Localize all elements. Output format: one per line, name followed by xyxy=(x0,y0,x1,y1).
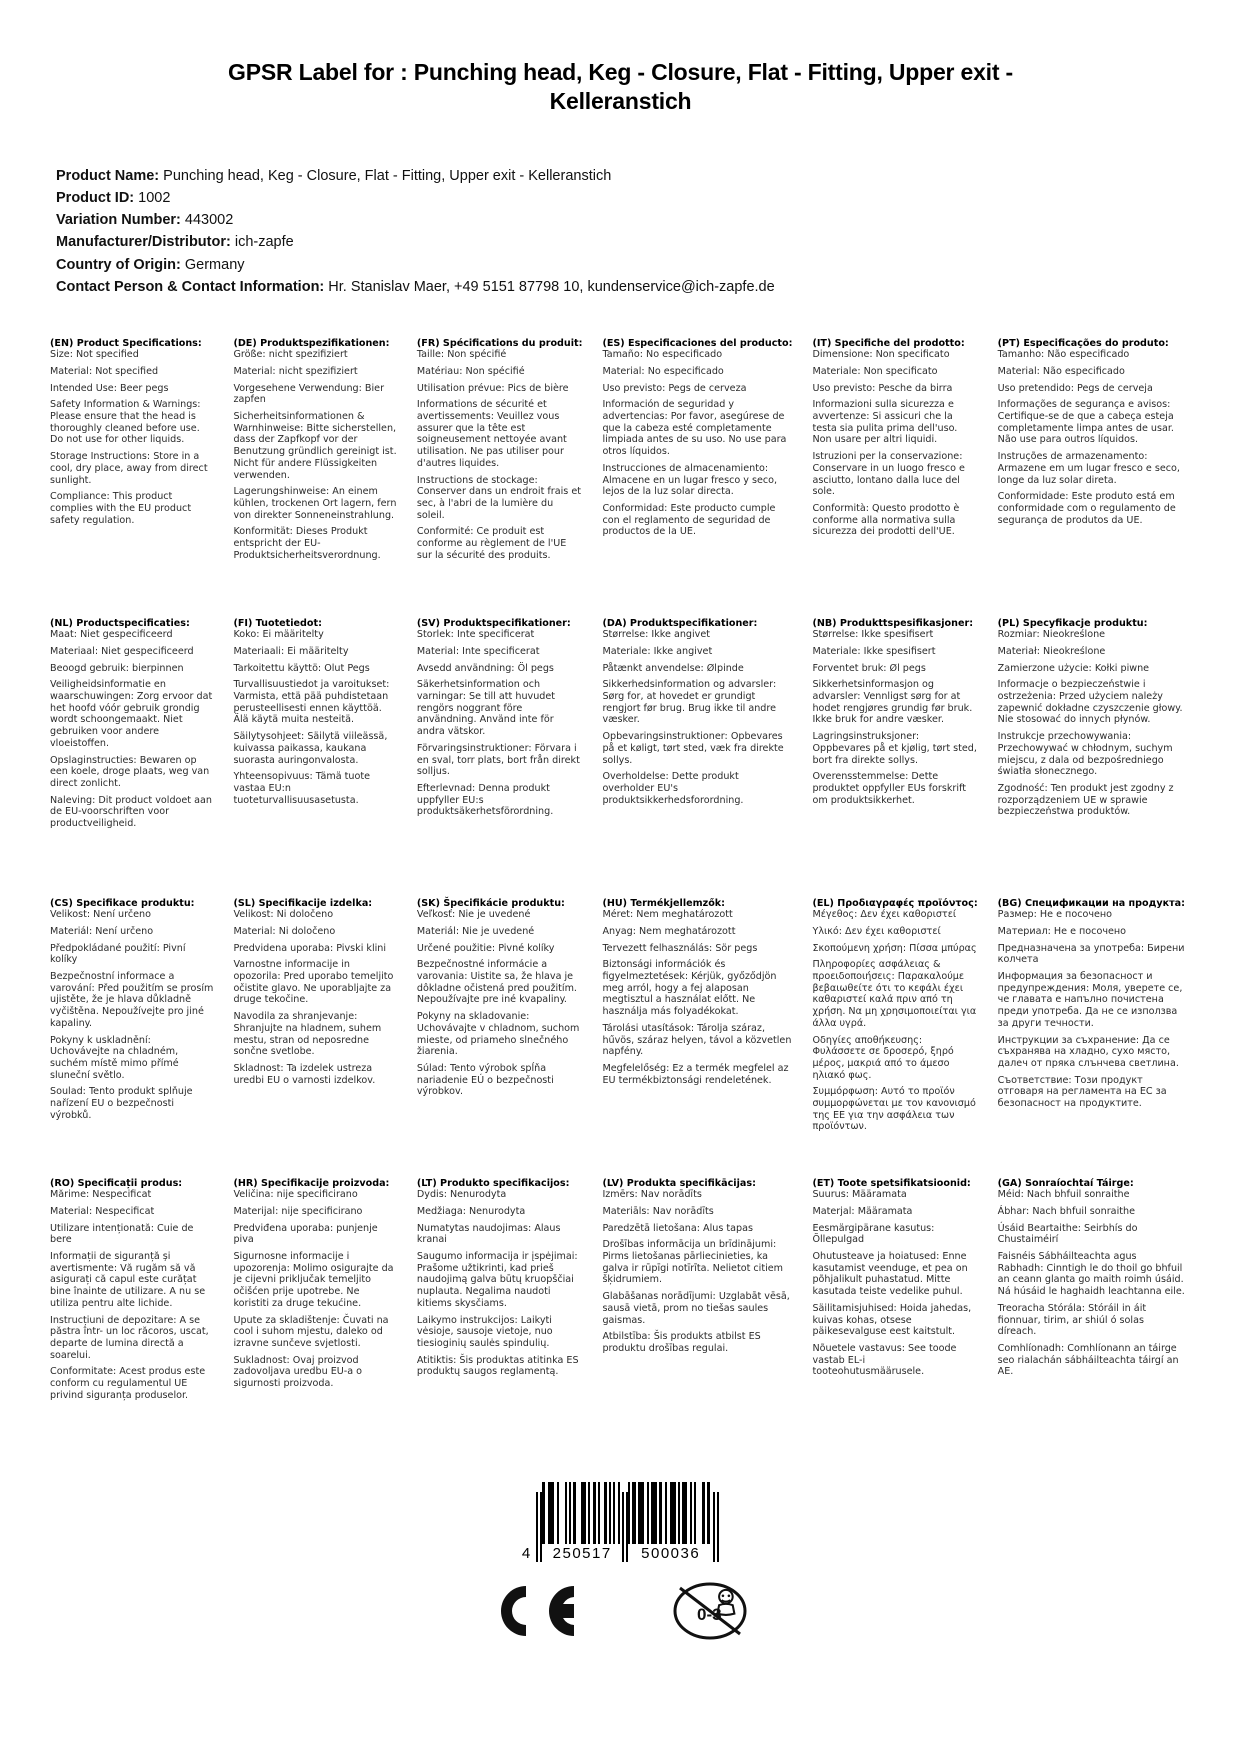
language-spec-line: Materiale: Ikke spesifisert xyxy=(812,645,936,657)
language-spec-line: Koko: Ei määritelty xyxy=(233,629,324,641)
barcode-right-digits: 500036 xyxy=(641,1544,701,1562)
language-heading: (HU) Termékjellemzők: xyxy=(602,897,726,909)
language-spec-line: Ábhar: Nach bhfuil sonraithe xyxy=(997,1205,1135,1217)
language-spec-line: Conformitate: Acest produs este conform cu regulamentul UE privind siguranța produselor. xyxy=(50,1366,206,1401)
language-spec-line: Předpokládané použití: Pivní kolíky xyxy=(50,942,186,966)
language-spec-line: Treoracha Stórála: Stóráil in áit fionnuar, tirim, ar shiúl ó solas díreach. xyxy=(997,1302,1147,1338)
language-spec-line: Informații de siguranță și avertismente: Vă rugăm să vă asigurați că capul este curățat bine înainte de utilizare. A nu se utiliza pentru alte lichide. xyxy=(50,1251,206,1309)
language-spec-line: Atitiktis: Šis produktas atitinka ES produktų saugos reglamentą. xyxy=(416,1354,579,1378)
language-spec-line: Utilisation prévue: Pics de bière xyxy=(416,382,569,394)
language-spec-line: Størrelse: Ikke spesifisert xyxy=(812,629,934,641)
language-spec-line: Informacje o bezpieczeństwie i ostrzeżenia: Przed użyciem należy zapewnić dokładne czyszczenie głowy. Nie stosować do innych płynów. xyxy=(997,679,1183,726)
language-spec-line: Säilytysohjeet: Säilytä viileässä, kuivassa paikassa, kaukana suorasta auringonvalosta. xyxy=(233,731,388,766)
meta-label: Product ID: xyxy=(56,190,135,207)
language-spec-line: Navodila za shranjevanje: Shranjujte na hladnem, suhem mestu, stran od neposredne sončne svetlobe. xyxy=(233,1011,382,1058)
language-spec-line: Размер: Не е посочено xyxy=(997,909,1113,921)
language-heading: (DE) Produktspezifikationen: xyxy=(233,337,390,349)
language-spec-line: Opbevaringsinstruktioner: Opbevares på et køligt, tørt sted, væk fra direkte sollys. xyxy=(602,731,784,766)
language-heading: (ET) Toote spetsifikatsioonid: xyxy=(812,1177,971,1189)
language-heading: (HR) Specifikacije proizvoda: xyxy=(233,1177,390,1189)
meta-value: ich-zapfe xyxy=(234,234,294,251)
language-spec-line: Tervezett felhasználás: Sör pegs xyxy=(602,942,758,954)
language-spec-line: Μέγεθος: Δεν έχει καθοριστεί xyxy=(812,909,957,921)
language-heading: (BG) Спецификации на продукта: xyxy=(997,897,1185,909)
language-cell xyxy=(50,1178,219,1458)
meta-value: Hr. Stanislav Maer, +49 5151 87798 10, kundenservice@ich-zapfe.de xyxy=(328,278,775,295)
language-heading: (DA) Produktspecifikationer: xyxy=(602,617,758,629)
language-spec-line: Material: nicht spezifiziert xyxy=(233,365,358,377)
language-cell xyxy=(602,898,798,1178)
meta-row-variation-number xyxy=(56,209,1191,231)
language-spec-line: Tamaño: No especificado xyxy=(602,349,723,361)
language-spec-line: Информация за безопасност и предупреждения: Моля, уверете се, че главата е напълно почистена преди употреба. Да не се използва за други течности. xyxy=(997,971,1183,1029)
language-cell xyxy=(998,1178,1191,1458)
meta-row-contact xyxy=(56,276,1191,298)
language-spec-line: Compliance: This product complies with the EU product safety regulation. xyxy=(50,491,192,526)
language-heading: (FR) Spécifications du produit: xyxy=(416,337,583,349)
language-spec-line: Uso pretendido: Pegs de cerveja xyxy=(997,382,1153,394)
meta-label: Product Name: xyxy=(56,167,160,184)
language-spec-line: Veličina: nije specificirano xyxy=(233,1189,358,1201)
language-spec-line: Veľkosť: Nie je uvedené xyxy=(416,909,531,921)
language-spec-line: Taille: Non spécifié xyxy=(416,349,507,361)
language-heading: (PL) Specyfikacje produktu: xyxy=(997,617,1148,629)
language-spec-line: Størrelse: Ikke angivet xyxy=(602,629,711,641)
language-heading: (RO) Specificații produs: xyxy=(50,1177,183,1189)
page-title: GPSR Label for : Punching head, Keg - Closure, Flat - Fitting, Upper exit - Kelleranstich xyxy=(228,59,1013,115)
language-cell xyxy=(812,898,983,1178)
language-spec-line: Opslaginstructies: Bewaren op een koele, droge plaats, weg van direct zonlicht. xyxy=(50,754,210,789)
language-spec-line: Material: Inte specificerat xyxy=(416,645,540,657)
language-spec-line: Инструкции за съхранение: Да се съхранява на хладно, сухо място, далеч от пряка слънчева светлина. xyxy=(997,1034,1179,1069)
language-spec-line: Informações de segurança e avisos: Certifique-se de que a cabeça esteja completamente limpa antes de usar. Não use para outros líquidos. xyxy=(997,399,1174,446)
language-spec-line: Materjal: Määramata xyxy=(812,1205,913,1217)
meta-row-product-id xyxy=(56,187,1191,209)
language-spec-line: Instrucțiuni de depozitare: A se păstra într- un loc răcoros, uscat, departe de lumina directă a soarelui. xyxy=(50,1314,209,1361)
language-spec-line: Bezpečnostné informácie a varovania: Uistite sa, že hlava je dôkladne očistená pred použitím. Nepoužívajte pre iné kvapaliny. xyxy=(416,959,577,1006)
language-heading: (LV) Produkta specifikācijas: xyxy=(602,1177,756,1189)
barcode-right-group xyxy=(628,1482,713,1562)
language-heading: (ES) Especificaciones del producto: xyxy=(602,337,793,349)
language-spec-line: Instrukcje przechowywania: Przechowywać w chłodnym, suchym miejscu, z dala od bezpośredniego światła słonecznego. xyxy=(997,731,1173,778)
barcode-bars-right xyxy=(628,1482,713,1544)
language-spec-line: Predviđena uporaba: punjenje piva xyxy=(233,1222,378,1246)
language-spec-line: Lagerungshinweise: An einem kühlen, trockenen Ort lagern, fern von direkter Sonneneinstrahlung. xyxy=(233,486,397,521)
language-cell xyxy=(998,338,1191,618)
language-spec-line: Información de seguridad y advertencias: Por favor, asegúrese de que la cabeza esté completamente limpiada antes de su uso. No use para otros líquidos. xyxy=(602,399,787,458)
language-spec-line: Mărime: Nespecificat xyxy=(50,1189,152,1201)
language-spec-line: Konformität: Dieses Produkt entspricht der EU-Produktsicherheitsverordnung. xyxy=(233,526,381,561)
language-spec-line: Σκοπούμενη χρήση: Πίσσα μπύρας xyxy=(812,942,977,954)
language-spec-line: Material: Nespecificat xyxy=(50,1205,155,1217)
language-spec-line: Storage Instructions: Store in a cool, dry place, away from direct sunlight. xyxy=(50,451,208,486)
language-spec-line: Súlad: Tento výrobok spĺňa nariadenie EÚ o bezpečnosti výrobkov. xyxy=(416,1062,554,1098)
language-spec-line: Υλικό: Δεν έχει καθοριστεί xyxy=(812,925,941,937)
language-spec-line: Safety Information & Warnings: Please ensure that the head is thoroughly cleaned before use. Do not use for other liquids. xyxy=(50,399,201,446)
language-spec-line: Biztonsági információk és figyelmeztetések: Kérjük, győződjön meg arról, hogy a fej alaposan megtisztul a használat előtt. Ne használja más folyadékokat. xyxy=(602,959,777,1018)
language-spec-line: Säilitamisjuhised: Hoida jahedas, kuivas kohas, otsese päikesevalguse eest kaitstult. xyxy=(812,1302,972,1338)
language-spec-line: Förvaringsinstruktioner: Förvara i en sval, torr plats, bort från direkt solljus. xyxy=(416,742,580,778)
language-spec-line: Dydis: Nenurodyta xyxy=(416,1189,507,1201)
language-spec-line: Tárolási utasítások: Tárolja száraz, hűvös, száraz helyen, távol a közvetlen napfény. xyxy=(602,1022,792,1058)
language-spec-line: Forventet bruk: Øl pegs xyxy=(812,662,926,674)
meta-value: 1002 xyxy=(138,190,171,207)
meta-label: Country of Origin: xyxy=(56,256,181,273)
language-cell xyxy=(233,338,402,618)
language-spec-line: Instrucciones de almacenamiento: Almacene en un lugar fresco y seco, lejos de la luz solar directa. xyxy=(602,462,778,498)
language-spec-line: Ohutusteave ja hoiatused: Enne kasutamist veenduge, et pea on põhjalikult puhastatud. Mitte kasutada teiste vedelike puhul. xyxy=(812,1251,968,1298)
language-heading: (SV) Produktspecifikationer: xyxy=(416,617,571,629)
language-spec-line: Méret: Nem meghatározott xyxy=(602,909,733,921)
language-spec-line: Istruzioni per la conservazione: Conservare in un luogo fresco e asciutto, lontano dalla luce del sole. xyxy=(812,451,965,498)
language-cell xyxy=(50,618,219,898)
language-spec-line: Materiaali: Ei määritelty xyxy=(233,645,349,657)
product-meta-block xyxy=(56,165,1191,298)
language-spec-line: Materiaal: Niet gespecificeerd xyxy=(50,645,194,657)
meta-label: Manufacturer/Distributor: xyxy=(56,234,231,251)
language-cell xyxy=(233,618,402,898)
language-spec-line: Velikost: Ni določeno xyxy=(233,909,334,921)
language-spec-line: Glabāšanas norādījumi: Uzglabāt vēsā, sausā vietā, prom no tiešas saules gaismas. xyxy=(602,1291,790,1326)
language-heading: (NL) Productspecificaties: xyxy=(50,617,190,629)
age-range-label: 0-3 xyxy=(696,1604,722,1624)
language-heading: (EN) Product Specifications: xyxy=(50,337,202,349)
language-spec-line: Съответствие: Този продукт отговаря на регламента на ЕС за безопасност на продуктите. xyxy=(997,1074,1167,1110)
language-cell xyxy=(50,898,219,1178)
language-spec-line: Určené použitie: Pivné kolíky xyxy=(416,942,555,954)
language-cell xyxy=(233,1178,402,1458)
language-spec-line: Pokyny na skladovanie: Uchovávajte v chladnom, suchom mieste, od priameho slnečného žiarenia. xyxy=(416,1011,580,1058)
language-spec-line: Lagringsinstruksjoner: Oppbevares på et kjølig, tørt sted, bort fra direkte sollys. xyxy=(812,731,977,766)
language-cell xyxy=(602,618,798,898)
language-spec-line: Velikost: Není určeno xyxy=(50,909,151,921)
language-cell xyxy=(998,618,1191,898)
language-spec-line: Material: Não especificado xyxy=(997,365,1125,377)
language-heading: (PT) Especificações do produto: xyxy=(997,337,1169,349)
meta-row-country-of-origin xyxy=(56,254,1191,276)
language-spec-line: Materiál: Není určeno xyxy=(50,925,154,937)
language-spec-line: Izmērs: Nav norādīts xyxy=(602,1189,702,1201)
language-spec-line: Eesmärgipärane kasutus: Õllepulgad xyxy=(812,1222,935,1246)
language-spec-line: Sikkerhedsinformation og advarsler: Sørg for, at hovedet er grundigt rengjort før brug. Brug ikke til andre væsker. xyxy=(602,679,777,726)
language-spec-line: Varnostne informacije in opozorila: Pred uporabo temeljito očistite glavo. Ne uporabljajte za druge tekočine. xyxy=(233,959,394,1006)
language-spec-line: Tarkoitettu käyttö: Olut Pegs xyxy=(233,662,370,674)
language-cell xyxy=(233,898,402,1178)
age-warning-0-3-icon xyxy=(664,1580,756,1642)
language-spec-line: Medžiaga: Nenurodyta xyxy=(416,1205,526,1217)
language-heading: (SL) Specifikacije izdelka: xyxy=(233,897,373,909)
language-cell xyxy=(812,338,983,618)
language-spec-line: Conformidad: Este producto cumple con el reglamento de seguridad de productos de la UE. xyxy=(602,502,776,538)
language-spec-line: Paredzētā lietošana: Alus tapas xyxy=(602,1222,753,1234)
language-specifications-grid xyxy=(50,338,1191,1458)
language-cell xyxy=(417,338,589,618)
language-spec-line: Zgodność: Ten produkt jest zgodny z rozporządzeniem UE w sprawie bezpieczeństwa produktów. xyxy=(997,782,1174,818)
language-spec-line: Saugumo informacija ir įspėjimai: Prašome užtikrinti, kad prieš naudojimą galva būtų kruopščiai nuplauta. Negalima naudoti kitiems skysčiams. xyxy=(416,1251,578,1309)
language-spec-line: Dimensione: Non specificato xyxy=(812,349,950,361)
language-spec-line: Atbilstība: Šis produkts atbilst ES produktu drošības regulai. xyxy=(602,1331,761,1354)
language-cell xyxy=(998,898,1191,1178)
barcode-bars-left xyxy=(542,1482,622,1544)
language-spec-line: Materijal: nije specificirano xyxy=(233,1205,363,1217)
language-heading: (FI) Tuotetiedot: xyxy=(233,617,322,629)
meta-value: Punching head, Keg - Closure, Flat - Fitting, Upper exit - Kelleranstich xyxy=(163,167,612,184)
language-spec-line: Overensstemmelse: Dette produktet oppfyller EUs forskrift om produktsikkerhet. xyxy=(812,771,966,806)
language-heading: (LT) Produkto specifikacijos: xyxy=(416,1177,570,1189)
language-spec-line: Предназначена за употреба: Бирени колчета xyxy=(997,942,1185,966)
language-spec-line: Numatytas naudojimas: Alaus kranai xyxy=(416,1222,561,1246)
language-spec-line: Avsedd användning: Öl pegs xyxy=(416,662,554,674)
language-spec-line: Material: No especificado xyxy=(602,365,724,377)
language-spec-line: Materiał: Nieokreślone xyxy=(997,645,1106,657)
language-cell xyxy=(812,618,983,898)
language-spec-line: Material: Ni določeno xyxy=(233,925,336,937)
ean13-barcode xyxy=(522,1484,719,1562)
language-cell xyxy=(602,338,798,618)
language-heading: (SK) Špecifikácie produktu: xyxy=(416,897,565,909)
language-spec-line: Uso previsto: Pegs de cerveza xyxy=(602,382,747,394)
language-cell xyxy=(417,618,589,898)
ce-marking-icon xyxy=(486,1580,578,1642)
language-spec-line: Sigurnosne informacije i upozorenja: Molimo osigurajte da je cijevni priključak temeljito očišćen prije upotrebe. Ne koristiti za druge tekućine. xyxy=(233,1251,394,1309)
language-spec-line: Vorgesehene Verwendung: Bier zapfen xyxy=(233,382,385,406)
language-spec-line: Méid: Nach bhfuil sonraithe xyxy=(997,1189,1130,1201)
language-spec-line: Conformité: Ce produit est conforme au règlement de l'UE sur la sécurité des produits. xyxy=(416,526,567,561)
language-spec-line: Matériau: Non spécifié xyxy=(416,365,525,377)
language-heading: (IT) Specifiche del prodotto: xyxy=(812,337,965,349)
language-spec-line: Sicherheitsinformationen & Warnhinweise: Bitte sicherstellen, dass der Zapfkopf vor der Benutzung gründlich gereinigt ist. Nicht für andere Flüssigkeiten verwenden. xyxy=(233,411,397,481)
language-cell xyxy=(812,1178,983,1458)
language-spec-line: Sikkerhetsinformasjon og advarsler: Vennligst sørg for at hodet rengjøres grundig før bruk. Ikke bruk for andre væsker. xyxy=(812,679,973,726)
language-spec-line: Utilizare intenționată: Cuie de bere xyxy=(50,1222,194,1246)
language-spec-line: Comhlíonadh: Comhlíonann an táirge seo rialachán sábháilteachta táirgí an AE. xyxy=(997,1342,1179,1378)
language-spec-line: Nõuetele vastavus: See toode vastab EL-i tooteohutusmäärusele. xyxy=(812,1342,957,1378)
language-spec-line: Pokyny k uskladnění: Uchovávejte na chladném, suchém místě mimo přímé sluneční světlo. xyxy=(50,1034,179,1081)
language-spec-line: Sukladnost: Ovaj proizvod zadovoljava uredbu EU-a o sigurnosti proizvoda. xyxy=(233,1354,363,1390)
language-spec-line: Overholdelse: Dette produkt overholder EU's produktsikkerhedsforordning. xyxy=(602,771,744,806)
language-spec-line: Säkerhetsinformation och varningar: Se till att huvudet rengörs noggrant före användning. Använd inte för andra vätskor. xyxy=(416,679,556,738)
language-spec-line: Beoogd gebruik: bierpinnen xyxy=(50,662,184,674)
meta-label: Variation Number: xyxy=(56,212,181,229)
language-spec-line: Efterlevnad: Denna produkt uppfyller EU:s produktsäkerhetsförordning. xyxy=(416,782,554,818)
language-spec-line: Bezpečnostní informace a varování: Před použitím se prosím ujistěte, že je hlava důkladně vyčištěna. Nepoužívejte pro jiné kapaliny. xyxy=(50,971,214,1029)
language-spec-line: Veiligheidsinformatie en waarschuwingen: Zorg ervoor dat het hoofd vóór gebruik grondig wordt schoongemaakt. Niet gebruiken voor andere vloeistoffen. xyxy=(50,679,213,749)
language-spec-line: Tamanho: Não especificado xyxy=(997,349,1130,361)
language-cell xyxy=(50,338,219,618)
language-spec-line: Soulad: Tento produkt splňuje nařízení EU o bezpečnosti výrobků. xyxy=(50,1086,193,1121)
footer-marks xyxy=(50,1484,1191,1642)
meta-row-manufacturer xyxy=(56,231,1191,253)
language-spec-line: Skladnost: Ta izdelek ustreza uredbi EU o varnosti izdelkov. xyxy=(233,1062,376,1086)
language-spec-line: Drošības informācija un brīdinājumi: Pirms lietošanas pārliecinieties, ka galva ir rūpīgi notīrīta. Nelietot citiem šķidrumiem. xyxy=(602,1239,784,1286)
language-heading: (NB) Produkttspesifikasjoner: xyxy=(812,617,974,629)
language-spec-line: Conformità: Questo prodotto è conforme alla normativa sulla sicurezza dei prodotti dell'UE. xyxy=(812,502,960,538)
meta-value: 443002 xyxy=(184,212,234,229)
barcode-left-group xyxy=(542,1482,622,1562)
barcode-lead-digit: 4 xyxy=(521,1544,531,1562)
language-spec-line: Yhteensopivuus: Tämä tuote vastaa EU:n tuoteturvallisuusasetusta. xyxy=(233,771,371,806)
language-spec-line: Size: Not specified xyxy=(50,349,139,361)
language-spec-line: Anyag: Nem meghatározott xyxy=(602,925,736,937)
language-heading: (EL) Προδιαγραφές προϊόντος: xyxy=(812,897,978,909)
language-spec-line: Materiál: Nie je uvedené xyxy=(416,925,535,937)
conformity-symbols xyxy=(486,1580,756,1642)
barcode-left-digits: 250517 xyxy=(552,1544,612,1562)
language-spec-line: Οδηγίες αποθήκευσης: Φυλάσσετε σε δροσερό, ξηρό μέρος, μακριά από το άμεσο ηλιακό φως. xyxy=(812,1034,954,1081)
language-cell xyxy=(417,1178,589,1458)
language-spec-line: Maat: Niet gespecificeerd xyxy=(50,629,173,641)
language-spec-line: Intended Use: Beer pegs xyxy=(50,382,169,394)
meta-label: Contact Person & Contact Information: xyxy=(56,278,325,295)
language-spec-line: Instruções de armazenamento: Armazene em um lugar fresco e seco, longe da luz solar direta. xyxy=(997,451,1180,486)
language-spec-line: Naleving: Dit product voldoet aan de EU-voorschriften voor productveiligheid. xyxy=(50,794,212,830)
language-spec-line: Megfelelőség: Ez a termék megfelel az EU termékbiztonsági rendeletének. xyxy=(602,1062,789,1086)
language-spec-line: Turvallisuustiedot ja varoitukset: Varmista, että pää puhdistetaan perusteellisesti ennen käyttöä. Älä käytä muita nesteitä. xyxy=(233,679,390,726)
language-spec-line: Predvidena uporaba: Pivski klini xyxy=(233,942,387,954)
language-spec-line: Uso previsto: Pesche da birra xyxy=(812,382,953,394)
language-cell xyxy=(417,898,589,1178)
language-spec-line: Πληροφορίες ασφάλειας & προειδοποιήσεις: Παρακαλούμε βεβαιωθείτε ότι το κεφάλι έχει καθαριστεί καλά πριν από τη χρήση. Να μη χρησιμοποιείται για άλλα υγρά. xyxy=(812,959,977,1029)
language-heading: (CS) Specifikace produktu: xyxy=(50,897,195,909)
language-spec-line: Material: Not specified xyxy=(50,365,159,377)
language-spec-line: Материал: Не е посочено xyxy=(997,925,1127,937)
language-heading: (GA) Sonraíochtaí Táirge: xyxy=(997,1177,1134,1189)
language-spec-line: Materiale: Non specificato xyxy=(812,365,938,377)
language-spec-line: Rozmiar: Nieokreślone xyxy=(997,629,1106,641)
language-spec-line: Suurus: Määramata xyxy=(812,1189,907,1201)
language-spec-line: Zamierzone użycie: Kołki piwne xyxy=(997,662,1150,674)
language-spec-line: Informations de sécurité et avertissements: Veuillez vous assurer que la tête est soigneusement nettoyée avant utilisation. Ne pas utiliser pour d'autres liquides. xyxy=(416,399,567,469)
language-spec-line: Materiāls: Nav norādīts xyxy=(602,1205,714,1217)
language-spec-line: Faisnéis Sábháilteachta agus Rabhadh: Cinntigh le do thoil go bhfuil an ceann glanta go maith roimh úsáid. Ná húsáid le haghaidh leachtanna eile. xyxy=(997,1251,1185,1298)
language-spec-line: Größe: nicht spezifiziert xyxy=(233,349,348,361)
meta-value: Germany xyxy=(184,256,245,273)
language-spec-line: Συμμόρφωση: Αυτό το προϊόν συμμορφώνεται με τον κανονισμό της ΕΕ για την ασφάλεια των προϊόντων. xyxy=(812,1086,976,1133)
language-spec-line: Påtænkt anvendelse: Ølpinde xyxy=(602,662,744,674)
barcode-guard-right xyxy=(713,1492,719,1562)
language-spec-line: Storlek: Inte specificerat xyxy=(416,629,535,641)
language-spec-line: Materiale: Ikke angivet xyxy=(602,645,713,657)
language-spec-line: Laikymo instrukcijos: Laikyti vėsioje, sausoje vietoje, nuo tiesioginių saulės spindulių. xyxy=(416,1314,553,1349)
meta-row-product-name xyxy=(56,165,1191,187)
language-spec-line: Instructions de stockage: Conserver dans un endroit frais et sec, à l'abri de la lumière du soleil. xyxy=(416,474,581,521)
language-spec-line: Upute za skladištenje: Čuvati na cool i suhom mjestu, daleko od izravne sunčeve svjetlosti. xyxy=(233,1314,389,1349)
language-spec-line: Úsáid Beartaithe: Seirbhís do Chustaiméirí xyxy=(997,1222,1138,1246)
language-cell xyxy=(602,1178,798,1458)
language-spec-line: Conformidade: Este produto está em conformidade com o regulamento de segurança de produtos da UE. xyxy=(997,491,1176,526)
language-spec-line: Informazioni sulla sicurezza e avvertenze: Si assicuri che la testa sia pulita prima dell'uso. Non usare per altri liquidi. xyxy=(812,399,958,446)
